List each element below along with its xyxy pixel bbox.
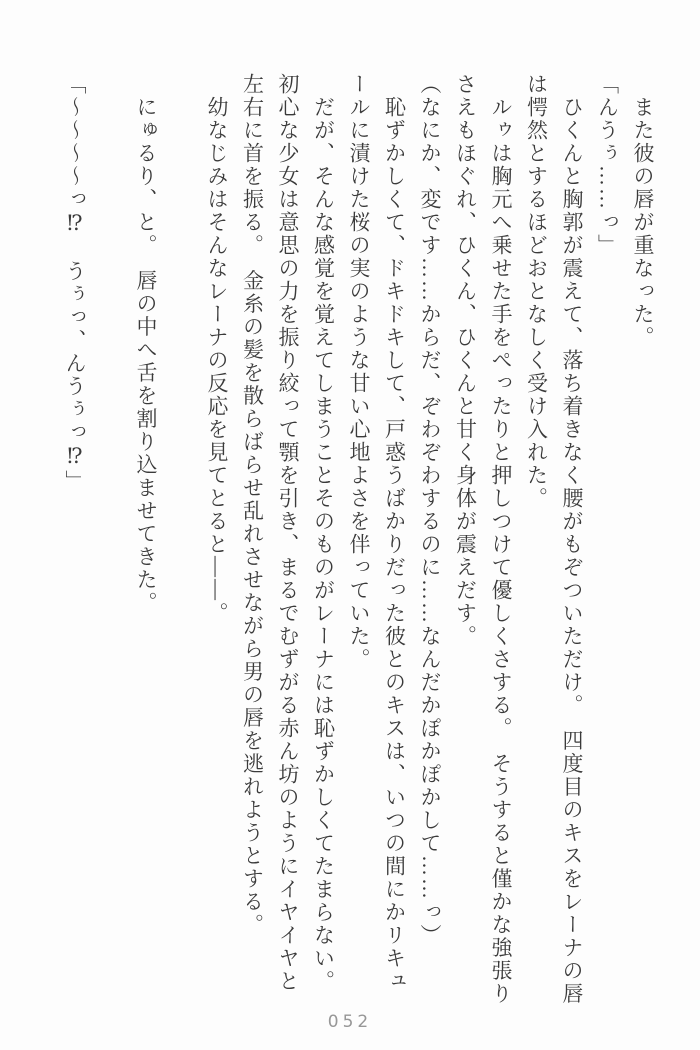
text-line: にゅるり、と。 唇の中へ舌を割り込ませてきた。 — [134, 96, 158, 615]
text-line: ひくんと胸郭が震えて、落ち着きなく腰がもぞついただけ。 四度目のキスをレーナの唇 — [560, 96, 584, 1006]
text-columns — [57, 73, 661, 1006]
text-line: だが、そんな感覚を覚えてしまうことそのものがレーナには恥ずかしくてたまらない。 — [311, 96, 336, 993]
text-line: （なにか、変です……からだ、ぞわぞわするのに……なんだかぽかぽかして……っ） — [418, 73, 442, 947]
text-line: 左右に首を振る。 金糸の髪を散らばらせ乱れさせながら男の唇を逃れようとする。 — [240, 73, 265, 937]
text-line: 「～～～～っ⁉ うぅっ、んうぅっ⁉」 — [63, 73, 87, 493]
text-line: 恥ずかしくて、ドキドキして、戸惑うばかりだった彼とのキスは、いつの間にかリキュ — [382, 96, 407, 993]
text-line: 初心な少女は意思の力を振り絞って顎を引き、まるでむずがる赤ん坊のようにイヤイヤと — [276, 73, 300, 993]
text-line: また彼の唇が重なった。 — [631, 96, 655, 349]
text-line: は愕然とするほどおとなしく受け入れた。 — [524, 73, 549, 510]
text-line: ルゥは胸元へ乗せた手をぺったりと押しつけて優しくさする。 そうすると僅かな強張り — [489, 96, 513, 1006]
text-line: ールに漬けた桜の実のような甘い心地よさを伴っていた。 — [347, 73, 371, 671]
text-line: さえもほぐれ、ひくん、ひくんと甘く身体が震えだす。 — [453, 73, 478, 648]
text-line: 「んうぅ……っ」 — [595, 73, 620, 257]
text-line: 幼なじみはそんなレーナの反応を見てとると――。 — [205, 96, 229, 625]
page-number: 052 — [327, 1012, 373, 1032]
